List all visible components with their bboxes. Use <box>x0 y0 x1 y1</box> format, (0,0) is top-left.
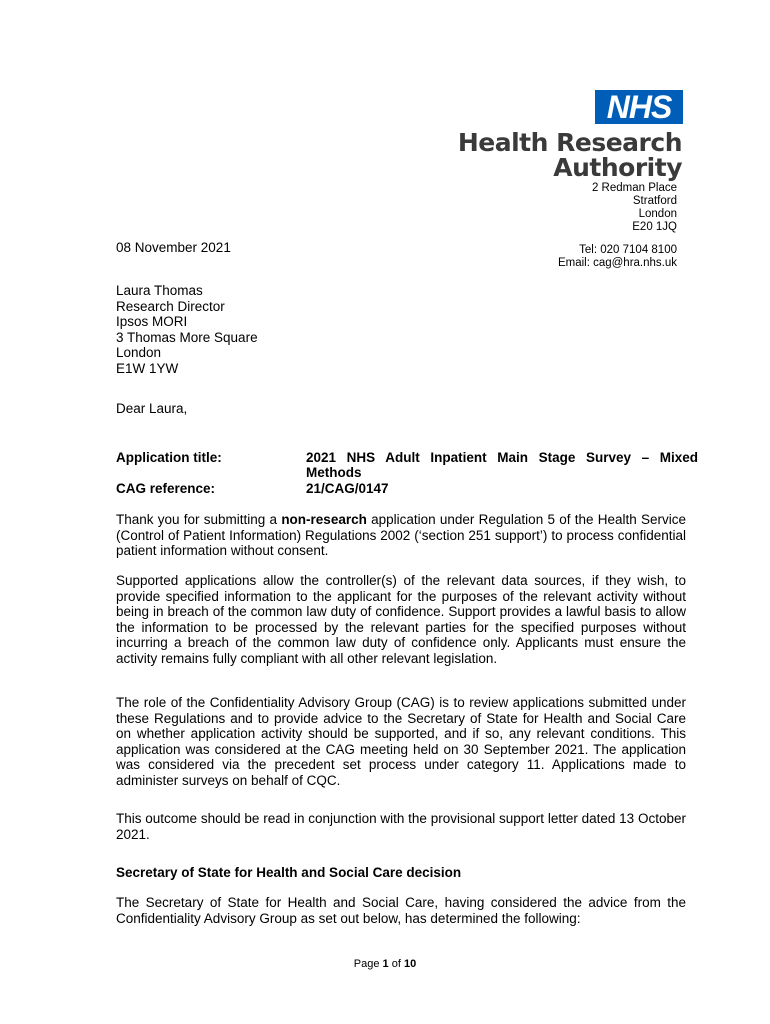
paragraph-decision: The Secretary of State for Health and Social Care, having considered the advice from the Confidentiality Advisory Group as set out below, has determined the following: <box>116 895 686 926</box>
address-line: 2 Redman Place <box>591 182 677 194</box>
recipient-line: E1W 1YW <box>116 360 179 376</box>
paragraph-text: application under Regulation 5 of the Health Service (Control of Patient Information) Regulations 2002 (‘section 251 support’) to process confidential patient information without consent. <box>116 512 686 558</box>
sender-address <box>592 182 677 234</box>
address-line: E20 1JQ <box>632 221 677 233</box>
page-current: 1 <box>382 958 389 970</box>
application-title-value-line2: Methods <box>306 465 362 480</box>
application-title-label: Application title: <box>116 450 222 465</box>
recipient-line: Laura Thomas <box>116 283 203 298</box>
nhs-logo: NHS <box>595 90 683 124</box>
application-title-value-line1: 2021 NHS Adult Inpatient Main Stage Survey – Mixed <box>306 450 698 465</box>
recipient-address <box>116 283 258 376</box>
cag-reference-value: 21/CAG/0147 <box>306 481 389 496</box>
paragraph-intro <box>116 512 686 559</box>
address-line: Stratford <box>632 195 677 207</box>
recipient-line: London <box>116 345 162 360</box>
recipient-line: Ipsos MORI <box>116 314 188 329</box>
page-total: 10 <box>403 958 417 970</box>
cag-reference-label: CAG reference: <box>116 481 216 496</box>
section-heading: Secretary of State for Health and Social Care decision <box>116 865 462 880</box>
page-word: Page <box>353 958 383 970</box>
org-name-line1: Health Research <box>457 128 682 157</box>
page-number <box>0 958 770 970</box>
paragraph-outcome: This outcome should be read in conjunction with the provisional support letter dated 13 October 2021. <box>116 811 686 842</box>
paragraph-cag-role: The role of the Confidentiality Advisory Group (CAG) is to review applications submitted under these Regulations and to provide advice to the Secretary of State for Health and Social Care on whether application activity should be supported, and if so, any relevant conditions. This application was considered at the CAG meeting held on 30 September 2021. The application was considered via the precedent set process under category 11. Applications made to administer surveys on behalf of CQC. <box>116 695 686 788</box>
org-name-line2: Authority <box>553 153 682 182</box>
of-word: of <box>388 958 404 970</box>
non-research-emphasis: non-research <box>281 512 367 527</box>
paragraph-supported-applications: Supported applications allow the controller(s) of the relevant data sources, if they wish, to provide specified information to the applicant for the purposes of the relevant activity without being in breach of the common law duty of confidence. Support provides a lawful basis to allow the information to be processed by the relevant parties for the specified purposes without incurring a breach of the common law duty of confidence only. Applicants must ensure the activity remains fully compliant with all other relevant legislation. <box>116 573 686 666</box>
paragraph-text: Thank you for submitting a <box>116 512 282 527</box>
address-line: London <box>638 208 677 220</box>
contact-tel: Tel: 020 7104 8100 <box>579 244 677 256</box>
salutation: Dear Laura, <box>116 401 188 416</box>
recipient-line: Research Director <box>116 298 225 314</box>
recipient-line: 3 Thomas More Square <box>116 329 258 345</box>
contact-email: Email: cag@hra.nhs.uk <box>557 257 677 269</box>
contact-info <box>558 244 677 270</box>
letter-date: 08 November 2021 <box>116 240 231 255</box>
